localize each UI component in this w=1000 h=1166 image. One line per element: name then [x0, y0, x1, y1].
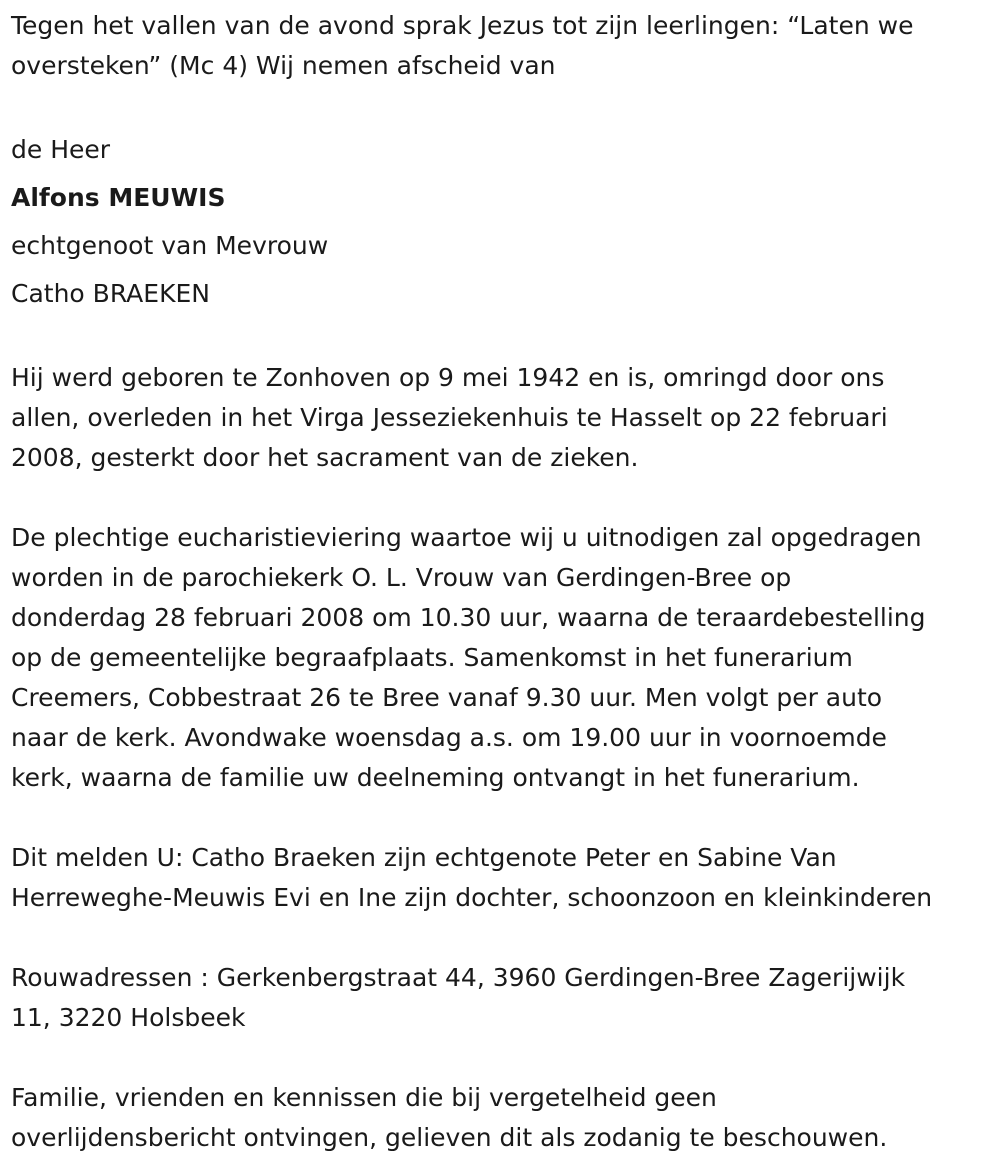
- text-line: worden in de parochiekerk O. L. Vrouw van Gerdingen-Bree op: [11, 563, 792, 592]
- text-line: kerk, waarna de familie uw deelneming ontvangt in het funerarium.: [11, 763, 860, 792]
- spacer: [11, 918, 990, 958]
- spacer: [11, 478, 990, 518]
- intro-line: oversteken” (Mc 4) Wij nemen afscheid van: [11, 51, 556, 80]
- ceremony-paragraph: [11, 518, 990, 798]
- birth-death-paragraph: [11, 358, 990, 478]
- intro-line: Tegen het vallen van de avond sprak Jezus tot zijn leerlingen: “Laten we: [11, 11, 914, 40]
- text-line: Creemers, Cobbestraat 26 te Bree vanaf 9.30 uur. Men volgt per auto: [11, 683, 883, 712]
- spacer: [11, 1038, 990, 1078]
- spacer: [11, 798, 990, 838]
- deceased-title: de Heer: [11, 135, 111, 164]
- text-line: op de gemeentelijke begraafplaats. Samenkomst in het funerarium: [11, 643, 853, 672]
- spacer: [11, 318, 990, 358]
- announcers-paragraph: [11, 838, 990, 918]
- text-line: 2008, gesterkt door het sacrament van de zieken.: [11, 443, 639, 472]
- text-line: allen, overleden in het Virga Jesseziekenhuis te Hasselt op 22 februari: [11, 403, 888, 432]
- deceased-name: Alfons MEUWIS: [11, 183, 226, 212]
- text-line: 11, 3220 Holsbeek: [11, 1003, 246, 1032]
- addresses-paragraph: [11, 958, 990, 1038]
- text-line: Dit melden U: Catho Braeken zijn echtgenote Peter en Sabine Van: [11, 843, 837, 872]
- text-line: overlijdensbericht ontvingen, gelieven dit als zodanig te beschouwen.: [11, 1123, 888, 1152]
- text-line: Herreweghe-Meuwis Evi en Ine zijn dochter, schoonzoon en kleinkinderen: [11, 883, 933, 912]
- spouse-name: Catho BRAEKEN: [11, 279, 210, 308]
- spacer: [11, 86, 990, 126]
- text-line: Rouwadressen : Gerkenbergstraat 44, 3960 Gerdingen-Bree Zagerijwijk: [11, 963, 906, 992]
- deceased-block: [11, 126, 990, 318]
- text-line: De plechtige eucharistieviering waartoe wij u uitnodigen zal opgedragen: [11, 523, 922, 552]
- closing-paragraph: [11, 1078, 990, 1158]
- text-line: naar de kerk. Avondwake woensdag a.s. om 19.00 uur in voornoemde: [11, 723, 887, 752]
- deceased-relation: echtgenoot van Mevrouw: [11, 231, 329, 260]
- text-line: Familie, vrienden en kennissen die bij vergetelheid geen: [11, 1083, 717, 1112]
- text-line: Hij werd geboren te Zonhoven op 9 mei 1942 en is, omringd door ons: [11, 363, 885, 392]
- text-line: donderdag 28 februari 2008 om 10.30 uur, waarna de teraardebestelling: [11, 603, 926, 632]
- intro-paragraph: [11, 6, 990, 86]
